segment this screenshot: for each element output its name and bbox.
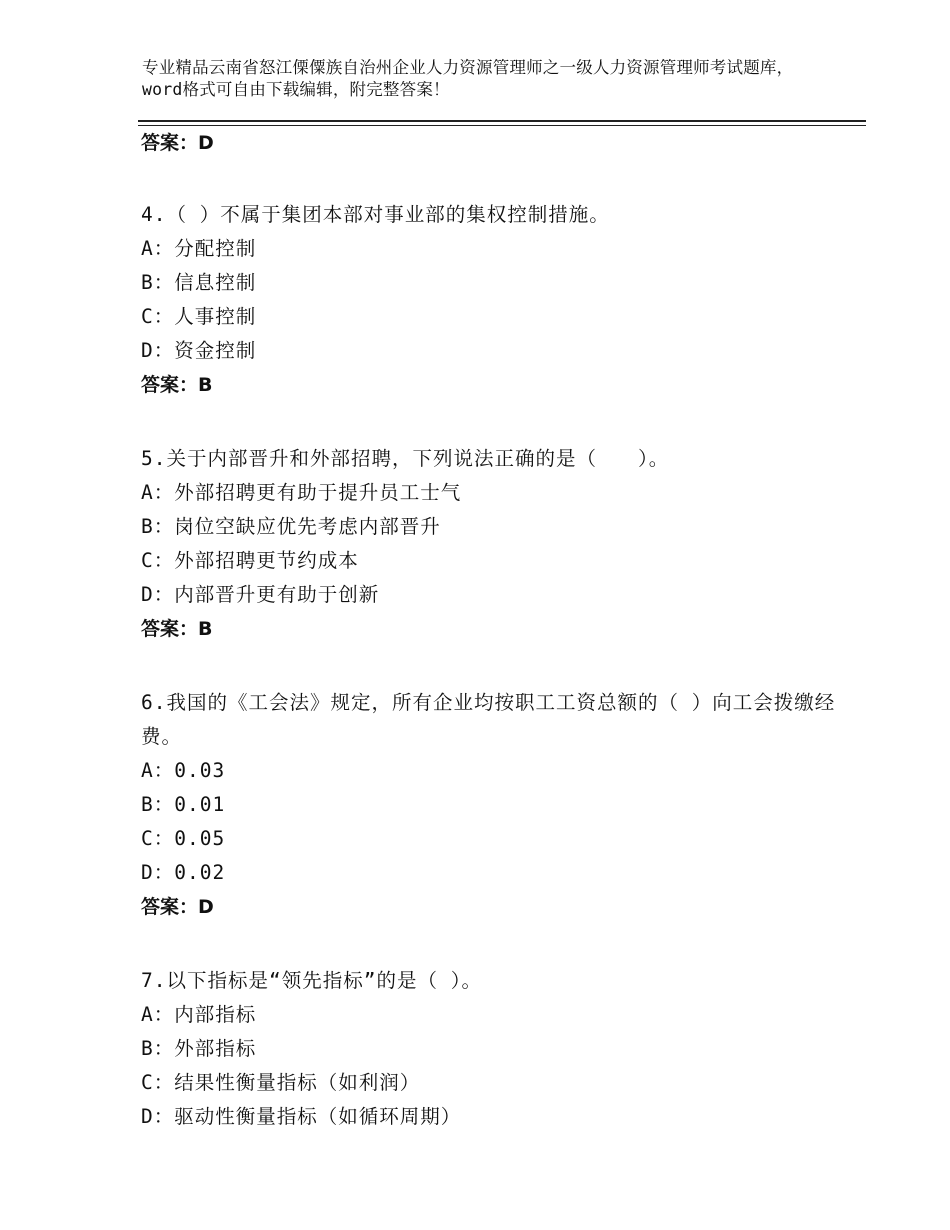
question-7 bbox=[141, 964, 841, 1134]
header-rule-thick bbox=[138, 120, 866, 122]
option-d: D：资金控制 bbox=[141, 339, 257, 362]
question-5 bbox=[141, 442, 841, 646]
header-rule-thin bbox=[138, 125, 866, 126]
option-a: A：分配控制 bbox=[141, 237, 257, 260]
question-answer: 答案：B bbox=[141, 618, 213, 640]
question-stem: 5.关于内部晋升和外部招聘，下列说法正确的是（ ）。 bbox=[141, 447, 670, 470]
option-c: C：外部招聘更节约成本 bbox=[141, 549, 359, 572]
option-a: A：内部指标 bbox=[141, 1003, 257, 1026]
question-stem: 6.我国的《工会法》规定，所有企业均按职工工资总额的（ ）向工会拨缴经费。 bbox=[141, 691, 836, 748]
option-a: A：外部招聘更有助于提升员工士气 bbox=[141, 481, 462, 504]
question-stem: 7.以下指标是“领先指标”的是（ ）。 bbox=[141, 969, 482, 992]
option-c: C：结果性衡量指标（如利润） bbox=[141, 1071, 421, 1094]
question-list bbox=[141, 128, 841, 1134]
option-d: D：0.02 bbox=[141, 861, 226, 884]
question-4 bbox=[141, 198, 841, 402]
option-b: B：信息控制 bbox=[141, 271, 257, 294]
option-b: B：外部指标 bbox=[141, 1037, 257, 1060]
option-b: B：0.01 bbox=[141, 793, 226, 816]
option-c: C：人事控制 bbox=[141, 305, 257, 328]
question-6 bbox=[141, 686, 841, 924]
question-answer: 答案：D bbox=[141, 896, 214, 918]
option-b: B：岗位空缺应优先考虑内部晋升 bbox=[141, 515, 441, 538]
option-d: D：驱动性衡量指标（如循环周期） bbox=[141, 1105, 462, 1128]
option-a: A：0.03 bbox=[141, 759, 226, 782]
question-answer: 答案：B bbox=[141, 374, 213, 396]
option-c: C：0.05 bbox=[141, 827, 226, 850]
document-header: 专业精品云南省怒江傈僳族自治州企业人力资源管理师之一级人力资源管理师考试题库，word格式可自由下载编辑，附完整答案！ bbox=[142, 58, 794, 99]
previous-answer: 答案：D bbox=[141, 132, 214, 154]
option-d: D：内部晋升更有助于创新 bbox=[141, 583, 380, 606]
question-stem: 4.（ ）不属于集团本部对事业部的集权控制措施。 bbox=[141, 203, 610, 226]
